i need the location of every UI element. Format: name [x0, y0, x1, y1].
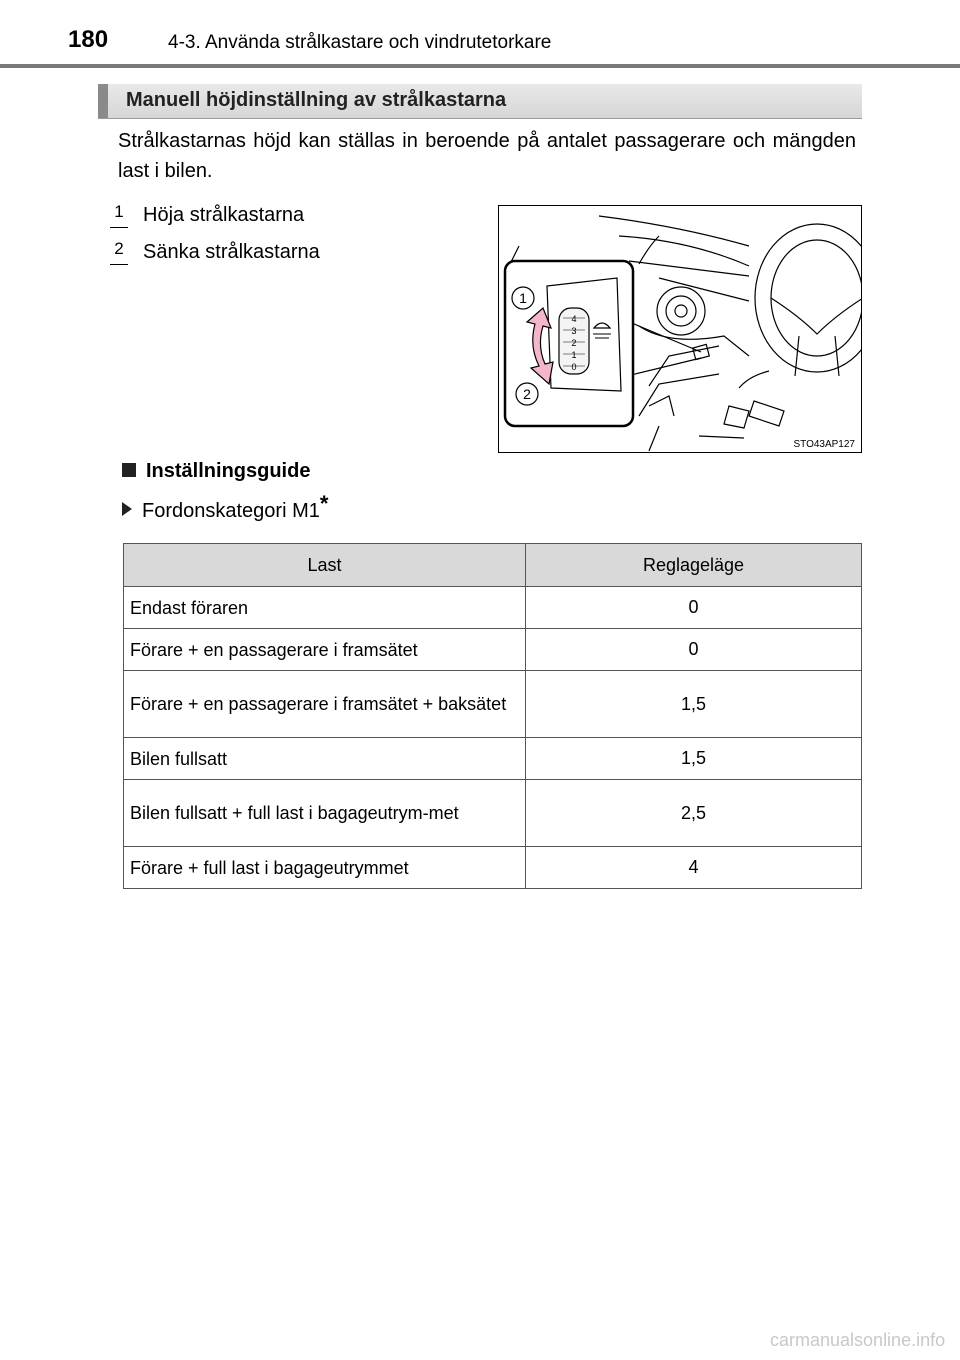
heading-title: Manuell höjdinställning av strålkastarna [126, 89, 507, 111]
dial-mark: 1 [571, 350, 577, 360]
load-table [123, 543, 862, 889]
load-cell: Endast föraren [124, 587, 526, 629]
dial-mark: 2 [571, 338, 577, 348]
callout-1: 1 [519, 290, 527, 306]
table-row [124, 671, 862, 738]
section-title: 4-3. Använda strålkastare och vindrutetorkare [168, 32, 552, 53]
table-row [124, 629, 862, 671]
intro-paragraph: Strålkastarnas höjd kan ställas in beroende på antalet passagerare och mängden last i bilen. [118, 130, 856, 182]
dial-mark: 0 [571, 362, 577, 372]
position-cell: 4 [526, 847, 862, 889]
position-cell: 1,5 [526, 738, 862, 780]
headlight-dial-illustration [498, 205, 862, 453]
position-cell: 0 [526, 629, 862, 671]
position-cell: 0 [526, 587, 862, 629]
heading-box [98, 84, 862, 118]
header-rule [0, 64, 960, 68]
load-cell: Bilen fullsatt + full last i bagageutrym-met [124, 780, 526, 847]
watermark-link[interactable]: carmanualsonline.info [770, 1330, 946, 1350]
table-row [124, 847, 862, 889]
table-header-position: Reglageläge [526, 544, 862, 587]
dashboard-drawing [499, 206, 862, 453]
list-item-label: Sänka strålkastarna [143, 241, 320, 263]
square-bullet-icon [122, 463, 136, 477]
callout-2: 2 [523, 386, 531, 402]
page-number: 180 [68, 26, 109, 53]
dial-mark: 4 [571, 314, 577, 324]
number-badge: 2 [108, 239, 130, 263]
table-row [124, 587, 862, 629]
heading-rule [98, 118, 862, 119]
figure-caption: STO43AP127 [793, 439, 855, 450]
position-cell: 1,5 [526, 671, 862, 738]
dial-mark: 3 [571, 326, 577, 336]
load-cell: Bilen fullsatt [124, 738, 526, 780]
footnote-mark: * [319, 491, 329, 516]
table-header-load: Last [124, 544, 526, 587]
guide-title: Inställningsguide [146, 460, 311, 482]
category-label: Fordonskategori M1 [142, 500, 320, 522]
table-row [124, 738, 862, 780]
load-cell: Förare + en passagerare i framsätet + baksätet [124, 671, 526, 738]
guide-heading [122, 460, 310, 483]
list-item-label: Höja strålkastarna [143, 204, 305, 226]
number-badge: 1 [108, 202, 130, 226]
category-heading [122, 491, 329, 523]
load-cell: Förare + en passagerare i framsätet [124, 629, 526, 671]
triangle-bullet-icon [122, 502, 132, 516]
table-row [124, 780, 862, 847]
load-cell: Förare + full last i bagageutrymmet [124, 847, 526, 889]
position-cell: 2,5 [526, 780, 862, 847]
